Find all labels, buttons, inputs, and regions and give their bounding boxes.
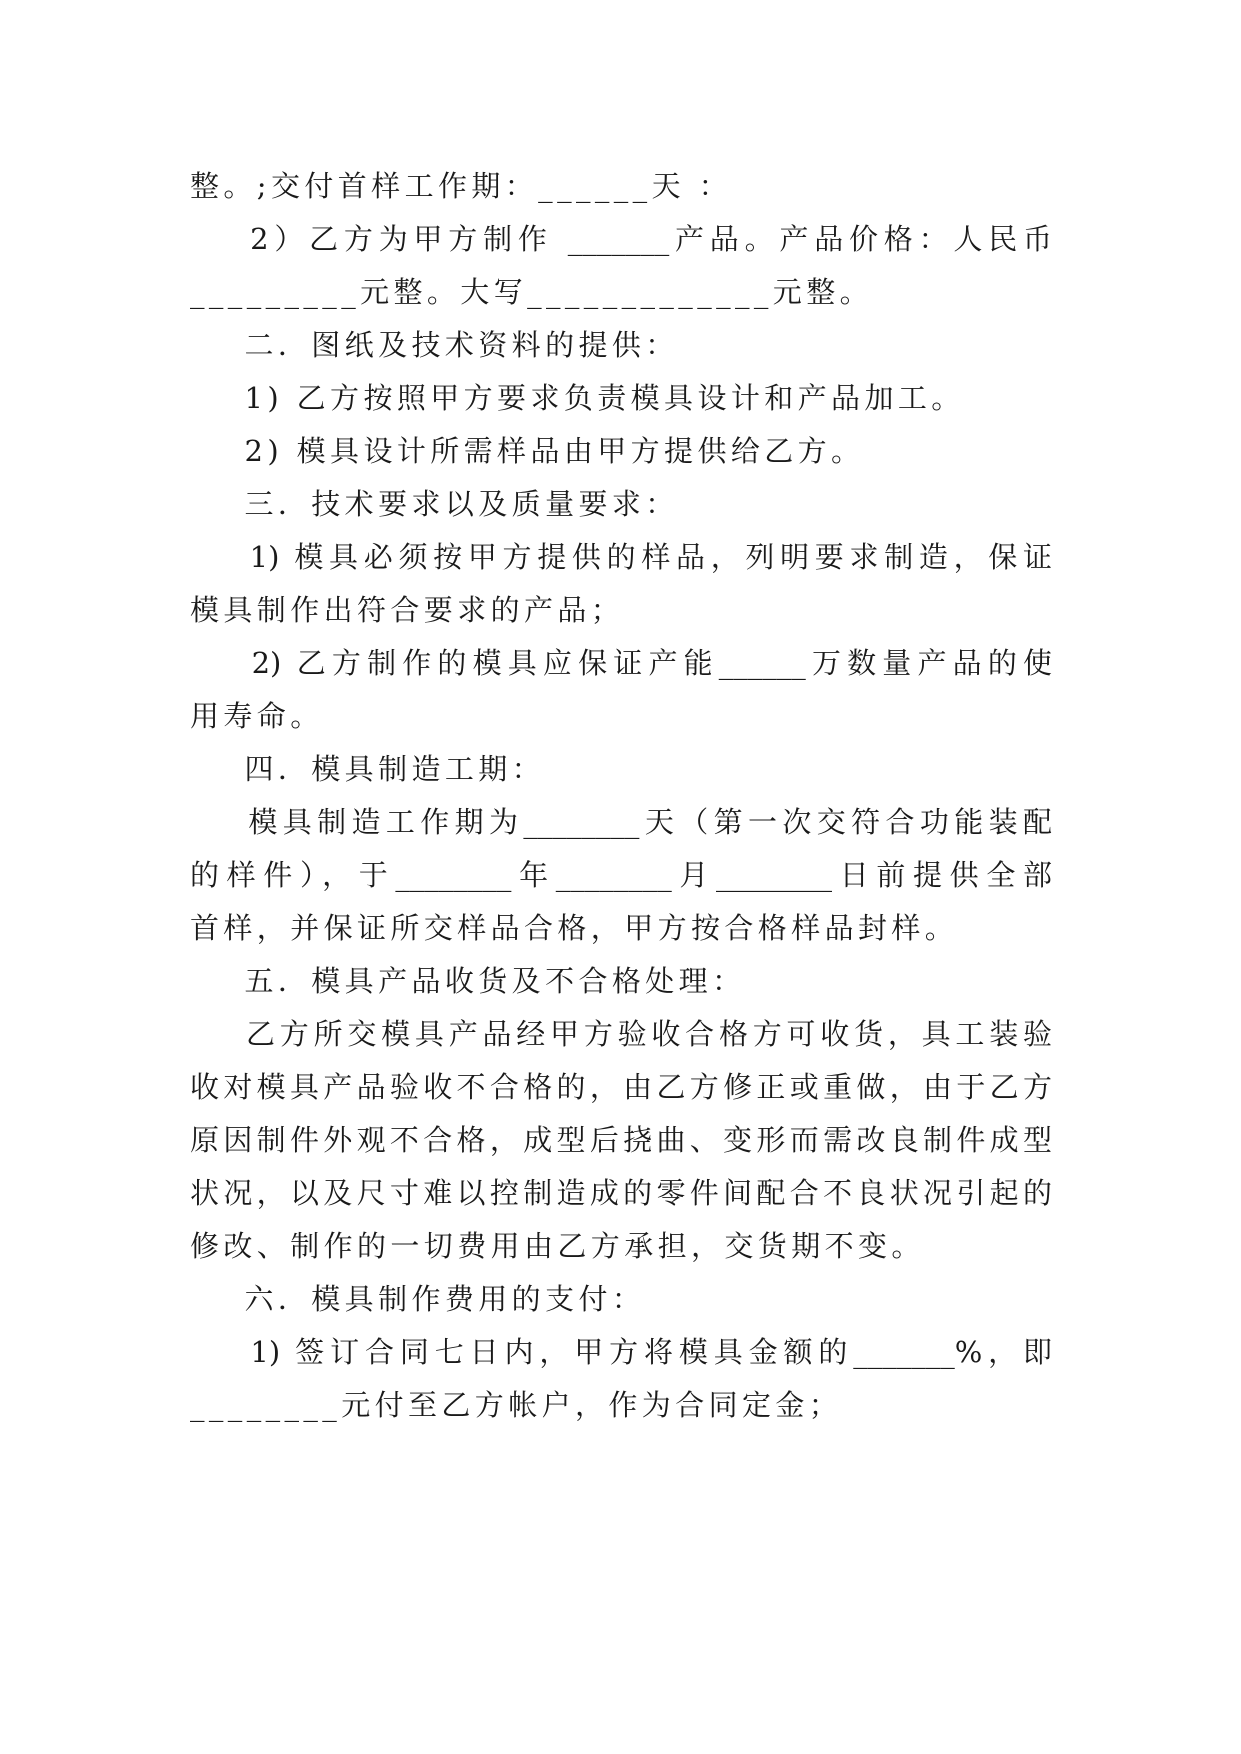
section-heading: 四．模具制造工期： <box>190 752 546 786</box>
text-line: ________元付至乙方帐户，作为合同定金； <box>190 1388 843 1422</box>
section-heading: 六．模具制作费用的支付： <box>190 1282 646 1316</box>
text-line: 1) 乙方按照甲方要求负责模具设计和产品加工。 <box>190 381 965 415</box>
text-line: 1) 签订合同七日内，甲方将模具金额的_______%，即 <box>190 1335 1052 1369</box>
text-line: 模具制作出符合要求的产品； <box>190 593 625 627</box>
text-line: 1) 模具必须按甲方提供的样品，列明要求制造，保证 <box>190 540 1052 574</box>
text-line: 修改、制作的一切费用由乙方承担，交货期不变。 <box>190 1229 925 1263</box>
text-line: 状况，以及尺寸难以控制造成的零件间配合不良状况引起的 <box>190 1176 1052 1210</box>
section-heading: 三．技术要求以及质量要求： <box>190 487 679 521</box>
text-line: 用寿命。 <box>190 699 324 733</box>
text-line: 的样件），于________年________月________日前提供全部 <box>190 858 1052 892</box>
text-line: 模具制造工作期为________天（第一次交符合功能装配 <box>190 805 1052 839</box>
section-heading: 五．模具产品收货及不合格处理： <box>190 964 746 998</box>
text-line: 2) 模具设计所需样品由甲方提供给乙方。 <box>190 434 865 468</box>
text-line: 首样，并保证所交样品合格，甲方按合格样品封样。 <box>190 911 959 945</box>
text-line: 收对模具产品验收不合格的，由乙方修正或重做，由于乙方 <box>190 1070 1052 1104</box>
text-line: 原因制件外观不合格，成型后挠曲、变形而需改良制件成型 <box>190 1123 1052 1157</box>
text-line: 2) 乙方制作的模具应保证产能______万数量产品的使 <box>190 646 1052 680</box>
section-heading: 二．图纸及技术资料的提供： <box>190 328 679 362</box>
text-line: 2）乙方为甲方制作 _______产品。产品价格：人民币 <box>190 222 1052 256</box>
text-line: _________元整。大写_____________元整。 <box>190 275 874 309</box>
text-line: 整。;交付首样工作期：______天 ： <box>190 169 732 203</box>
text-line: 乙方所交模具产品经甲方验收合格方可收货，具工装验 <box>190 1017 1052 1051</box>
